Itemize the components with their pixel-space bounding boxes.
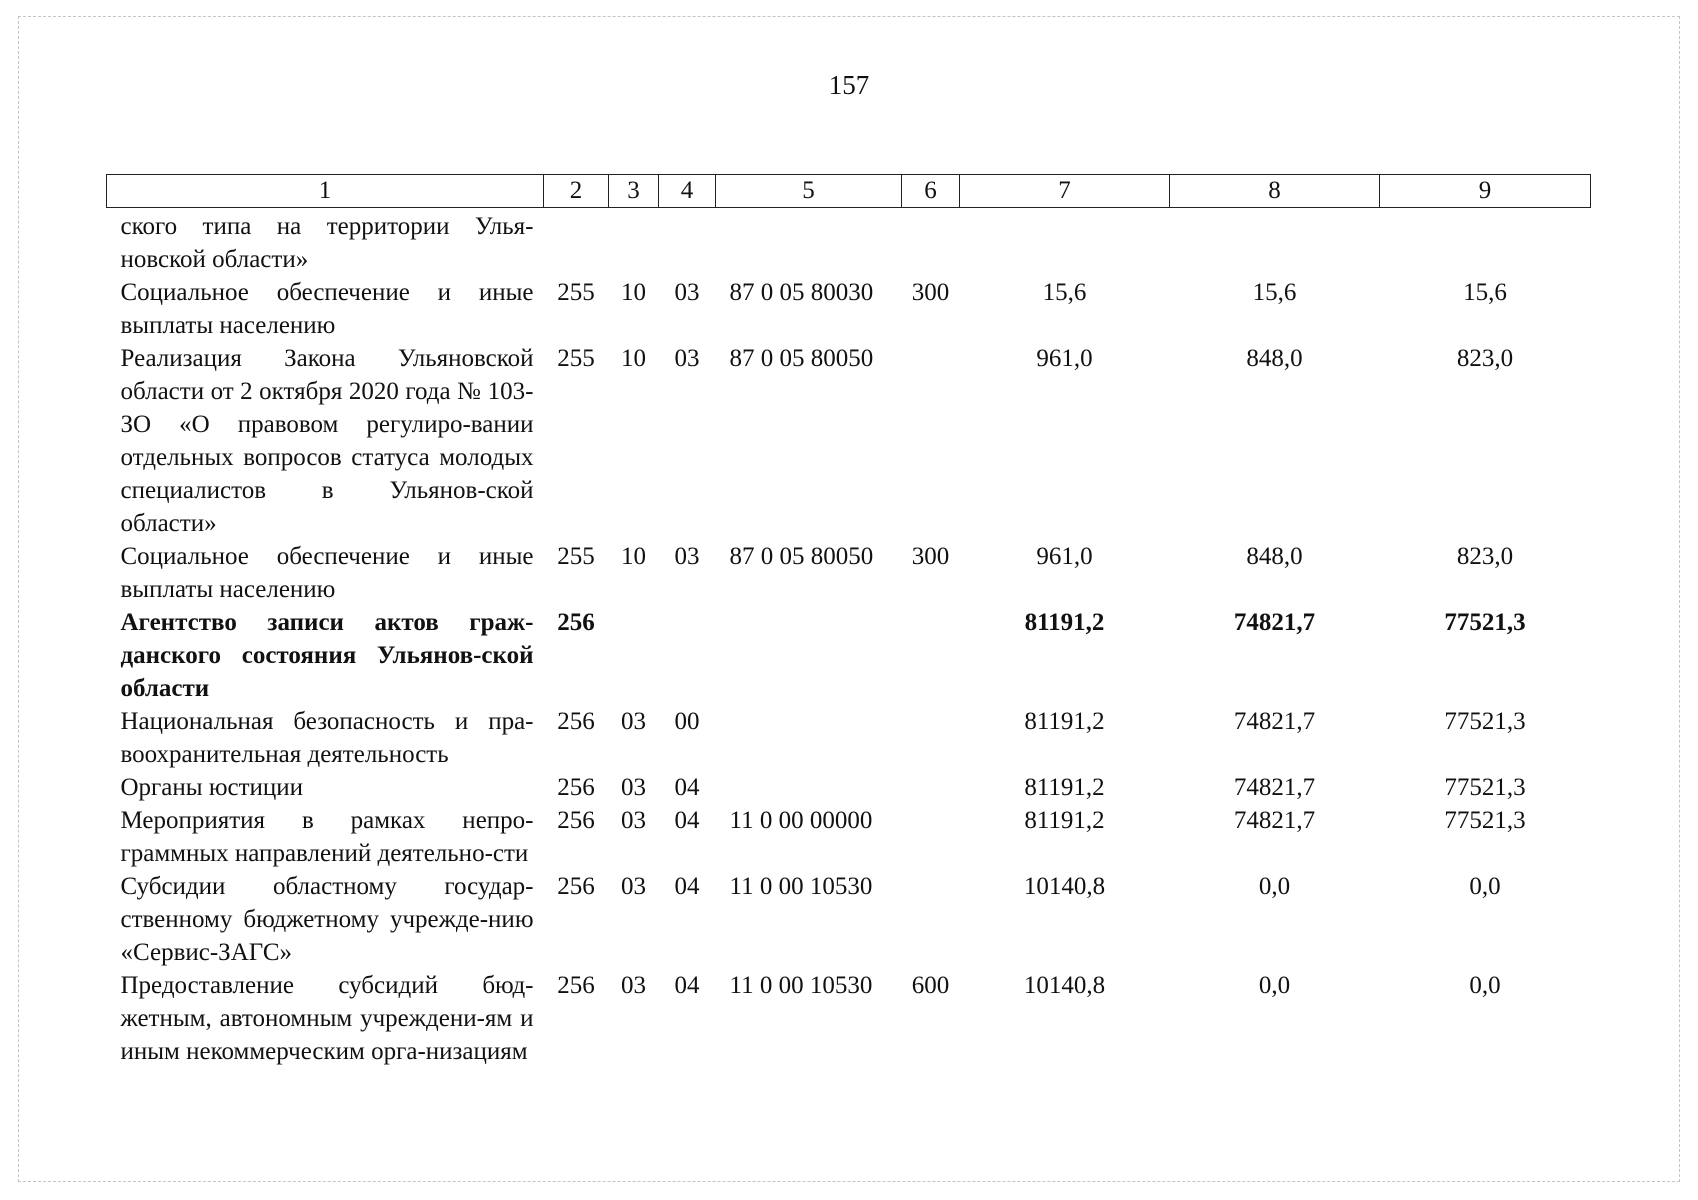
row-value-9: 15,6 [1463,279,1507,306]
table-row [107,969,1591,1068]
row-code-4: 03 [674,543,700,570]
row-value-8: 74821,7 [1233,774,1316,801]
row-code-4: 03 [674,345,700,372]
row-value-9: 823,0 [1456,543,1514,570]
row-code-2: 255 [557,345,595,372]
row-name: Национальная безопасность и пра-воохранительная деятельность [120,708,534,768]
row-code-5 [716,771,902,804]
row-code-3: 03 [621,708,646,735]
row-code-4: 04 [674,774,700,801]
row-code-5: 87 0 05 80050 [729,345,874,372]
row-name: Субсидии областному государ-ственному бюджетному учрежде-нию «Сервис-ЗАГС» [120,873,534,966]
row-value-9: 823,0 [1456,345,1514,372]
row-code-6 [902,705,960,771]
table-row [107,870,1591,969]
row-code-6 [902,804,960,870]
row-value-8: 848,0 [1246,345,1303,372]
row-value-7: 81191,2 [1024,807,1105,834]
row-name: ского типа на территории Улья-новской области» [120,213,534,273]
row-code-2: 256 [557,807,595,834]
row-value-8: 848,0 [1246,543,1303,570]
row-name: Органы юстиции [120,774,304,801]
row-value-9: 77521,3 [1444,807,1526,834]
row-value-7: 81191,2 [1024,774,1105,801]
row-value-9: 0,0 [1469,972,1501,999]
row-code-4: 04 [674,807,700,834]
header-row [107,175,1591,208]
row-code-2: 255 [557,543,595,570]
row-code-4: 04 [674,873,700,900]
table-row [107,540,1591,606]
row-value-7: 15,6 [1042,279,1087,306]
page-number: 157 [828,70,870,100]
row-value-7: 961,0 [1036,543,1093,570]
row-code-3: 10 [621,279,646,306]
row-value-7 [960,208,1170,277]
row-code-3: 10 [621,543,646,570]
row-value-8 [1170,208,1380,277]
row-code-3 [609,208,659,277]
row-code-5 [716,606,902,705]
row-code-5: 11 0 00 10530 [729,972,873,999]
row-code-3: 10 [621,345,646,372]
row-code-5: 11 0 00 10530 [729,873,873,900]
row-code-5: 11 0 00 00000 [729,807,873,834]
row-code-5: 87 0 05 80030 [729,279,874,306]
row-code-4: 04 [674,972,700,999]
table-row [107,276,1591,342]
row-code-3 [609,606,659,705]
column-header-2: 2 [544,175,609,208]
row-name: Реализация Закона Ульяновской области от 2 октября 2020 года № 103-ЗО «О правовом регулиро-вании отдельных вопросов статуса молодых специалистов в Ульянов-ской области» [120,345,534,537]
column-header-4: 4 [659,175,716,208]
column-header-6: 6 [902,175,960,208]
row-code-3: 03 [621,774,646,801]
row-code-3: 03 [621,873,646,900]
column-header-3: 3 [609,175,659,208]
row-value-9: 77521,3 [1444,708,1526,735]
row-value-9: 0,0 [1469,873,1501,900]
column-header-8: 8 [1170,175,1380,208]
row-code-5: 87 0 05 80050 [729,543,874,570]
table-row [107,705,1591,771]
row-name: Мероприятия в рамках непро-граммных направлений деятельно-сти [120,807,534,867]
column-header-5: 5 [716,175,902,208]
column-header-1: 1 [107,175,544,208]
row-value-8: 0,0 [1258,873,1291,900]
row-code-3: 03 [621,807,646,834]
row-code-2 [544,208,609,277]
row-value-7: 10140,8 [1023,972,1106,999]
row-code-5 [716,705,902,771]
row-name: Агентство записи актов граж-данского состояния Ульянов-ской области [120,609,534,702]
row-code-4 [659,208,716,277]
row-code-4 [659,606,716,705]
row-code-6: 300 [911,543,950,570]
column-header-9: 9 [1380,175,1591,208]
table-row [107,342,1591,540]
column-header-7: 7 [960,175,1170,208]
row-value-9 [1380,208,1591,277]
table-row [107,208,1591,277]
row-code-5 [716,208,902,277]
row-value-7: 961,0 [1036,345,1093,372]
row-code-6 [902,208,960,277]
table-row [107,804,1591,870]
row-code-2: 255 [557,279,595,306]
row-value-8: 74821,7 [1233,807,1316,834]
row-value-7: 81191,2 [1024,708,1105,735]
row-code-2: 256 [557,609,595,636]
row-code-4: 03 [674,279,700,306]
row-code-3: 03 [621,972,646,999]
row-code-6 [902,870,960,969]
row-value-8: 15,6 [1252,279,1297,306]
row-name: Социальное обеспечение и иные выплаты населению [120,279,534,339]
row-code-6 [902,606,960,705]
budget-table [106,174,1591,1068]
row-code-6: 600 [911,972,950,999]
row-code-2: 256 [557,708,595,735]
row-value-7: 10140,8 [1023,873,1106,900]
row-code-6 [902,342,960,540]
row-code-6: 300 [911,279,950,306]
row-value-9: 77521,3 [1444,774,1526,801]
table-row [107,771,1591,804]
row-value-7: 81191,2 [1024,609,1105,636]
row-code-4: 00 [674,708,700,735]
row-name: Предоставление субсидий бюд-жетным, автономным учреждени-ям и иным некоммерческим орга-низациям [120,972,534,1065]
table-row [107,606,1591,705]
row-value-8: 0,0 [1258,972,1291,999]
row-code-2: 256 [557,873,595,900]
table-header [107,175,1591,208]
row-value-9: 77521,3 [1444,609,1526,636]
row-value-8: 74821,7 [1233,609,1316,636]
table-body [107,208,1591,1069]
row-code-6 [902,771,960,804]
row-code-2: 256 [557,774,595,801]
row-code-2: 256 [557,972,595,999]
row-name: Социальное обеспечение и иные выплаты населению [120,543,534,603]
row-value-8: 74821,7 [1233,708,1316,735]
